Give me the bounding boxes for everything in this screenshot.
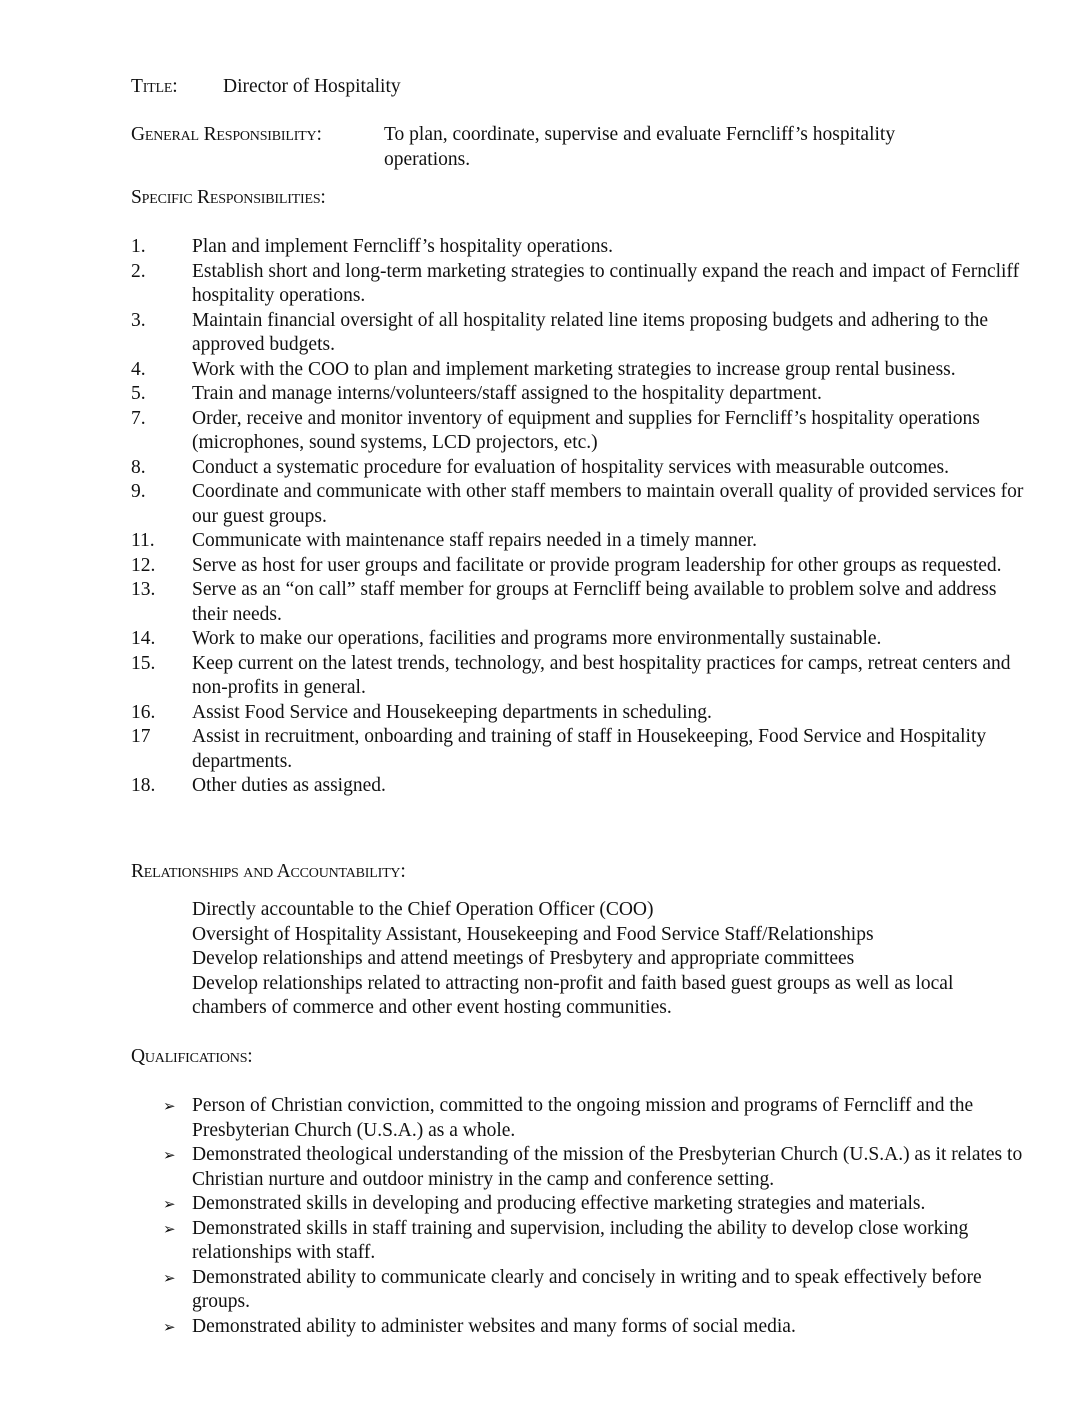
arrowhead-bullet-icon: ➢ bbox=[163, 1097, 176, 1115]
item-number: 12. bbox=[131, 554, 156, 576]
item-text: Work to make our operations, facilities and programs more environmentally sustainable. bbox=[192, 628, 882, 649]
responsibility-item bbox=[131, 456, 1031, 481]
qualification-text: Demonstrated skills in developing and producing effective marketing strategies and materials. bbox=[192, 1193, 926, 1214]
responsibility-item bbox=[131, 627, 1031, 652]
item-number: 3. bbox=[131, 309, 146, 331]
arrowhead-bullet-icon: ➢ bbox=[163, 1219, 176, 1238]
responsibility-item bbox=[131, 260, 1031, 309]
title-label: Title: bbox=[131, 76, 178, 97]
arrowhead-bullet-icon: ➢ bbox=[163, 1317, 176, 1336]
responsibility-item bbox=[131, 652, 1031, 701]
responsibility-item bbox=[131, 407, 1031, 456]
item-number: 16. bbox=[131, 701, 156, 723]
responsibility-item bbox=[131, 774, 1031, 799]
item-text: Maintain financial oversight of all hospitality related line items proposing budgets and adhering to the approved budgets. bbox=[192, 309, 989, 355]
qualification-item bbox=[163, 1266, 1033, 1315]
arrowhead-bullet-icon: ➢ bbox=[163, 1195, 176, 1213]
arrowhead-bullet-icon: ➢ bbox=[163, 1268, 176, 1287]
item-text: Assist in recruitment, onboarding and training of staff in Housekeeping, Food Service and Hospitality departments. bbox=[192, 726, 987, 772]
item-text: Serve as an “on call” staff member for groups at Ferncliff being available to problem solve and address their needs. bbox=[192, 579, 997, 625]
job-title: Director of Hospitality bbox=[223, 76, 401, 97]
relationships-heading: Relationships and Accountability: bbox=[131, 861, 406, 882]
responsibility-item bbox=[131, 529, 1031, 554]
responsibility-item bbox=[131, 358, 1031, 383]
item-number: 18. bbox=[131, 775, 156, 796]
qualification-text: Person of Christian conviction, committed to the ongoing mission and programs of Ferncliff and the Presbyterian Church (U.S.A.) as a whole. bbox=[192, 1095, 974, 1141]
item-text: Work with the COO to plan and implement marketing strategies to increase group rental business. bbox=[192, 358, 956, 380]
responsibility-item bbox=[131, 725, 1031, 774]
relationship-line: Directly accountable to the Chief Operation Officer (COO) bbox=[192, 899, 654, 920]
item-number: 17 bbox=[131, 726, 151, 747]
item-number: 9. bbox=[131, 481, 146, 502]
item-number: 13. bbox=[131, 579, 156, 600]
item-text: Assist Food Service and Housekeeping departments in scheduling. bbox=[192, 701, 712, 723]
item-number: 15. bbox=[131, 652, 156, 674]
item-text: Establish short and long-term marketing strategies to continually expand the reach and impact of Ferncliff hospitality operations. bbox=[192, 260, 1020, 306]
item-text: Keep current on the latest trends, technology, and best hospitality practices for camps, retreat centers and non-profits in general. bbox=[192, 652, 1011, 698]
item-number: 7. bbox=[131, 407, 146, 429]
relationship-line: Develop relationships related to attracting non-profit and faith based guest groups as well as local chambers of commerce and other event hosting communities. bbox=[192, 972, 954, 1018]
general-responsibility-label: General Responsibility: bbox=[131, 124, 322, 145]
arrowhead-bullet-icon: ➢ bbox=[163, 1146, 176, 1164]
qualification-item bbox=[163, 1094, 1033, 1143]
responsibility-item bbox=[131, 235, 1031, 260]
responsibility-item bbox=[131, 701, 1031, 726]
qualification-text: Demonstrated ability to communicate clearly and concisely in writing and to speak effectively before groups. bbox=[192, 1266, 982, 1312]
qualification-item bbox=[163, 1192, 1033, 1217]
item-text: Communicate with maintenance staff repairs needed in a timely manner. bbox=[192, 530, 757, 551]
qualification-text: Demonstrated theological understanding of the mission of the Presbyterian Church (U.S.A.) as it relates to Christian nurture and outdoor ministry in the camp and conference setting. bbox=[192, 1144, 1023, 1190]
title-row bbox=[131, 75, 401, 100]
item-number: 2. bbox=[131, 260, 146, 282]
specific-responsibilities-list bbox=[131, 235, 1031, 799]
qualification-text: Demonstrated skills in staff training and supervision, including the ability to develop close working relationships with staff. bbox=[192, 1217, 969, 1263]
item-number: 4. bbox=[131, 358, 146, 380]
qualifications-list bbox=[163, 1094, 1033, 1339]
item-number: 1. bbox=[131, 236, 146, 257]
qualification-item bbox=[163, 1143, 1033, 1192]
qualification-text: Demonstrated ability to administer websites and many forms of social media. bbox=[192, 1315, 796, 1337]
qualification-item bbox=[163, 1315, 1033, 1340]
item-text: Other duties as assigned. bbox=[192, 775, 386, 796]
item-number: 8. bbox=[131, 456, 146, 478]
general-responsibility-text: To plan, coordinate, supervise and evaluate Ferncliff’s hospitality operations. bbox=[384, 124, 896, 170]
relationship-line: Develop relationships and attend meetings of Presbytery and appropriate committees bbox=[192, 948, 855, 969]
responsibility-item bbox=[131, 578, 1031, 627]
relationships-list bbox=[192, 898, 1032, 1021]
item-text: Train and manage interns/volunteers/staff assigned to the hospitality department. bbox=[192, 383, 822, 404]
item-text: Conduct a systematic procedure for evaluation of hospitality services with measurable outcomes. bbox=[192, 456, 950, 478]
specific-responsibilities-heading: Specific Responsibilities: bbox=[131, 187, 326, 208]
item-text: Order, receive and monitor inventory of equipment and supplies for Ferncliff’s hospitality operations (microphones, sound systems, LCD projectors, etc.) bbox=[192, 407, 980, 453]
qualifications-heading: Qualifications: bbox=[131, 1046, 253, 1067]
item-text: Coordinate and communicate with other staff members to maintain overall quality of provided services for our guest groups. bbox=[192, 481, 1024, 527]
item-text: Plan and implement Ferncliff’s hospitality operations. bbox=[192, 236, 613, 257]
item-number: 11. bbox=[131, 530, 155, 551]
qualification-item bbox=[163, 1217, 1033, 1266]
item-number: 5. bbox=[131, 383, 146, 404]
responsibility-item bbox=[131, 309, 1031, 358]
item-number: 14. bbox=[131, 628, 156, 649]
relationship-line: Oversight of Hospitality Assistant, Housekeeping and Food Service Staff/Relationships bbox=[192, 923, 874, 945]
responsibility-item bbox=[131, 554, 1031, 579]
responsibility-item bbox=[131, 480, 1031, 529]
responsibility-item bbox=[131, 382, 1031, 407]
item-text: Serve as host for user groups and facilitate or provide program leadership for other groups as requested. bbox=[192, 554, 1002, 576]
